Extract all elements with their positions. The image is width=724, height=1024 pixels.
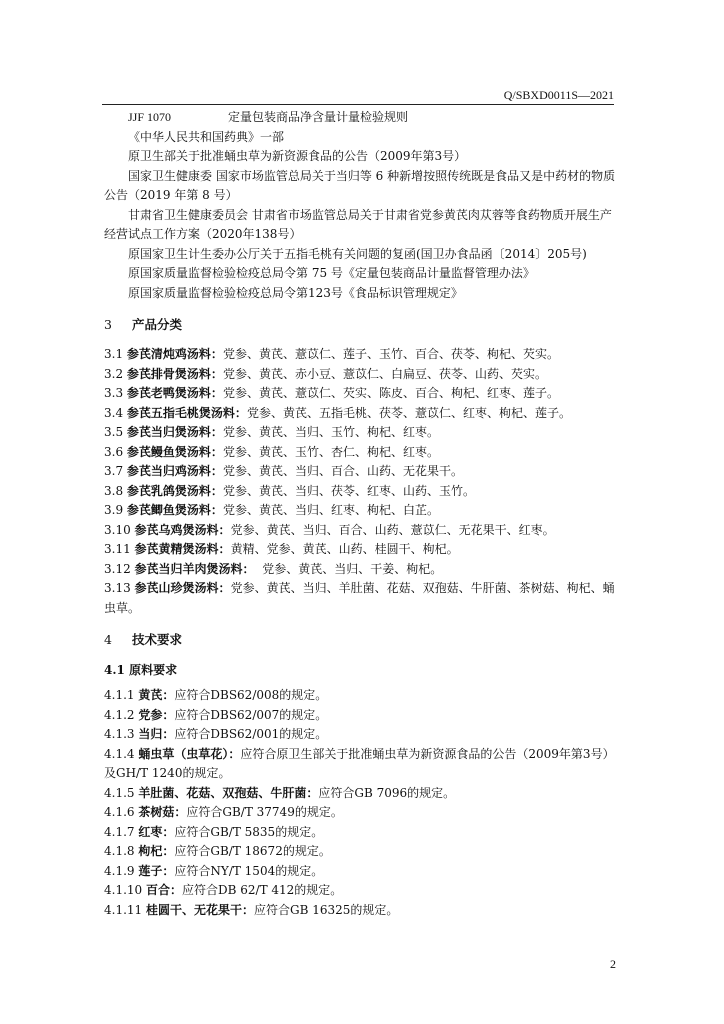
item-number: 4.1.7 <box>104 824 135 839</box>
item-number: 4.1.10 <box>104 883 143 897</box>
reference-text: 《中华人民共和国药典》一部 <box>128 129 285 144</box>
list-item <box>104 706 618 726</box>
item-name: 参芪五指毛桃煲汤料： <box>126 405 247 420</box>
item-name: 参芪鳗鱼煲汤料： <box>126 444 223 459</box>
item-number: 4.1.8 <box>104 844 135 858</box>
list-item <box>104 384 618 404</box>
item-text: 党参、黄芪、当归、百合、山药、无花果干。 <box>222 464 463 478</box>
item-text: 党参、黄芪、当归、红枣、枸杞、白芷。 <box>222 503 439 517</box>
list-item <box>104 823 618 843</box>
list-item <box>104 803 618 823</box>
item-text: 党参、黄芪、赤小豆、薏苡仁、白扁豆、茯苓、山药、芡实。 <box>222 366 547 381</box>
item-number: 4.1.5 <box>104 785 135 800</box>
list-item <box>104 881 618 901</box>
section-4-heading <box>104 630 618 650</box>
item-text: 应符合GB/T 37749的规定。 <box>186 805 343 819</box>
item-text: 党参、黄芪、当归、羊肚菌、花菇、双孢菇、牛肝菌、茶树菇、枸杞、蛹虫草。 <box>104 581 615 615</box>
item-name: 参芪山珍煲汤料： <box>134 581 231 595</box>
reference-text: 定量包装商品净含量计量检验规则 <box>228 110 409 124</box>
item-text: 应符合GB 16325的规定。 <box>254 902 399 917</box>
item-text: 党参、黄芪、当归、茯苓、红枣、山药、玉竹。 <box>222 483 475 498</box>
reference-item <box>104 147 618 167</box>
item-name: 莲子： <box>138 863 175 878</box>
item-text: 应符合NY/T 1504的规定。 <box>174 863 324 878</box>
raw-material-requirements-list <box>104 686 618 920</box>
reference-item <box>104 245 618 265</box>
item-name: 参芪排骨煲汤料： <box>126 366 223 381</box>
item-number: 4.1.6 <box>104 805 135 819</box>
reference-text: 原国家质量监督检验检疫总局令第 75 号《定量包装商品计量监督管理办法》 <box>128 266 535 280</box>
subsection-4-1-heading <box>104 660 618 680</box>
item-name: 参芪当归羊肉煲汤料： <box>134 561 255 576</box>
item-text: 应符合DBS62/007的规定。 <box>174 707 328 722</box>
item-name: 枸杞： <box>138 844 175 858</box>
reference-item <box>104 284 618 304</box>
document-code: Q/SBXD0011S—2021 <box>503 88 614 102</box>
list-item <box>104 482 618 502</box>
item-text: 应符合GB/T 5835的规定。 <box>174 824 324 839</box>
item-name: 黄芪： <box>138 688 175 702</box>
reference-text: 原卫生部关于批准蛹虫草为新资源食品的公告（2009年第3号） <box>128 149 467 163</box>
item-number: 3.6 <box>104 444 124 459</box>
list-item <box>104 579 618 618</box>
item-number: 3.4 <box>104 405 124 420</box>
list-item <box>104 423 618 443</box>
list-item <box>104 345 618 365</box>
reference-item <box>104 167 618 206</box>
item-name: 当归： <box>138 727 175 741</box>
list-item <box>104 365 618 385</box>
section-number: 4 <box>104 632 112 647</box>
reference-item <box>104 108 618 128</box>
item-number: 3.13 <box>104 581 131 595</box>
list-item <box>104 443 618 463</box>
item-number: 3.12 <box>104 561 131 576</box>
list-item <box>104 404 618 424</box>
item-number: 3.5 <box>104 425 124 439</box>
item-text: 应符合DBS62/008的规定。 <box>174 688 328 702</box>
item-name: 参芪老鸭煲汤料： <box>126 386 223 400</box>
item-name: 参芪当归鸡汤料： <box>126 464 223 478</box>
item-number: 3.2 <box>104 366 124 381</box>
list-item <box>104 745 618 784</box>
item-text: 党参、黄芪、薏苡仁、芡实、陈皮、百合、枸杞、红枣、莲子。 <box>222 386 559 400</box>
page-number: 2 <box>610 957 616 971</box>
item-text: 党参、黄芪、当归、玉竹、枸杞、红枣。 <box>222 425 439 439</box>
item-name: 百合： <box>146 883 183 897</box>
item-number: 3.1 <box>104 347 124 361</box>
item-name: 羊肚菌、花菇、双孢菇、牛肝菌： <box>138 785 319 800</box>
item-text: 黄精、党参、黄芪、山药、桂圆干、枸杞。 <box>230 542 459 556</box>
item-name: 参芪黄精煲汤料： <box>134 542 231 556</box>
reference-text: 原国家质量监督检验检疫总局令第123号《食品标识管理规定》 <box>128 285 463 300</box>
item-text: 应符合GB 7096的规定。 <box>318 785 456 800</box>
item-text: 党参、黄芪、当归、干姜、枸杞。 <box>262 561 443 576</box>
section-3-heading <box>104 315 618 335</box>
header-rule <box>102 104 614 105</box>
item-text: 党参、黄芪、当归、百合、山药、薏苡仁、无花果干、红枣。 <box>230 522 555 537</box>
reference-text: 国家卫生健康委 国家市场监管总局关于当归等 6 种新增按照传统既是食品又是中药材的物质公告（2019 年第 8 号） <box>104 168 616 202</box>
item-number: 3.3 <box>104 386 124 400</box>
reference-code: JJF 1070 <box>128 110 172 124</box>
list-item <box>104 842 618 862</box>
list-item <box>104 560 618 580</box>
item-name: 参芪当归煲汤料： <box>126 425 223 439</box>
item-text: 应符合DBS62/001的规定。 <box>174 727 328 741</box>
item-name: 参芪鲫鱼煲汤料： <box>126 503 223 517</box>
item-name: 参芪乌鸡煲汤料： <box>134 522 231 537</box>
reference-text: 甘肃省卫生健康委员会 甘肃省市场监管总局关于甘肃省党参黄芪肉苁蓉等食药物质开展生产经营试点工作方案（2020年138号） <box>104 207 612 241</box>
product-category-list <box>104 345 618 618</box>
item-text: 党参、黄芪、五指毛桃、茯苓、薏苡仁、红枣、枸杞、莲子。 <box>246 405 571 420</box>
item-name: 参芪乳鸽煲汤料： <box>126 483 223 498</box>
reference-text: 原国家卫生计生委办公厅关于五指毛桃有关问题的复函(国卫办食品函〔2014〕205号) <box>128 246 587 261</box>
reference-item <box>104 264 618 284</box>
item-number: 4.1.9 <box>104 863 135 878</box>
item-text: 应符合DB 62/T 412的规定。 <box>182 883 343 897</box>
list-item <box>104 686 618 706</box>
item-number: 4.1.1 <box>104 688 135 702</box>
item-number: 4.1.11 <box>104 902 143 917</box>
item-number: 4.1.3 <box>104 727 135 741</box>
item-text: 党参、黄芪、玉竹、杏仁、枸杞、红枣。 <box>222 444 439 459</box>
item-name: 参芪清炖鸡汤料： <box>126 347 223 361</box>
item-text: 党参、黄芪、薏苡仁、莲子、玉竹、百合、茯苓、枸杞、芡实。 <box>222 347 559 361</box>
list-item <box>104 501 618 521</box>
item-number: 3.9 <box>104 503 124 517</box>
item-text: 应符合原卫生部关于批准蛹虫草为新资源食品的公告（2009年第3号）及GH/T 1240的规定。 <box>104 746 615 780</box>
list-item <box>104 521 618 541</box>
item-number: 3.8 <box>104 483 124 498</box>
item-number: 3.10 <box>104 522 131 537</box>
reference-item <box>104 128 618 148</box>
item-name: 桂圆干、无花果干： <box>146 902 255 917</box>
item-name: 红枣： <box>138 824 175 839</box>
item-number: 3.11 <box>104 542 131 556</box>
list-item <box>104 540 618 560</box>
list-item <box>104 901 618 921</box>
item-name: 蛹虫草（虫草花）： <box>138 746 241 761</box>
item-name: 党参： <box>138 707 175 722</box>
section-number: 3 <box>104 317 112 332</box>
reference-list <box>104 108 618 303</box>
list-item <box>104 784 618 804</box>
subsection-number: 4.1 <box>104 663 125 677</box>
list-item <box>104 862 618 882</box>
item-number: 4.1.4 <box>104 746 135 761</box>
reference-item <box>104 206 618 245</box>
document-body <box>104 108 618 920</box>
item-text: 应符合GB/T 18672的规定。 <box>174 844 331 858</box>
section-title: 技术要求 <box>132 632 183 647</box>
list-item <box>104 725 618 745</box>
list-item <box>104 462 618 482</box>
item-number: 3.7 <box>104 464 124 478</box>
subsection-title: 原料要求 <box>129 663 178 677</box>
section-title: 产品分类 <box>132 317 183 332</box>
item-number: 4.1.2 <box>104 707 135 722</box>
item-name: 茶树菇： <box>138 805 187 819</box>
